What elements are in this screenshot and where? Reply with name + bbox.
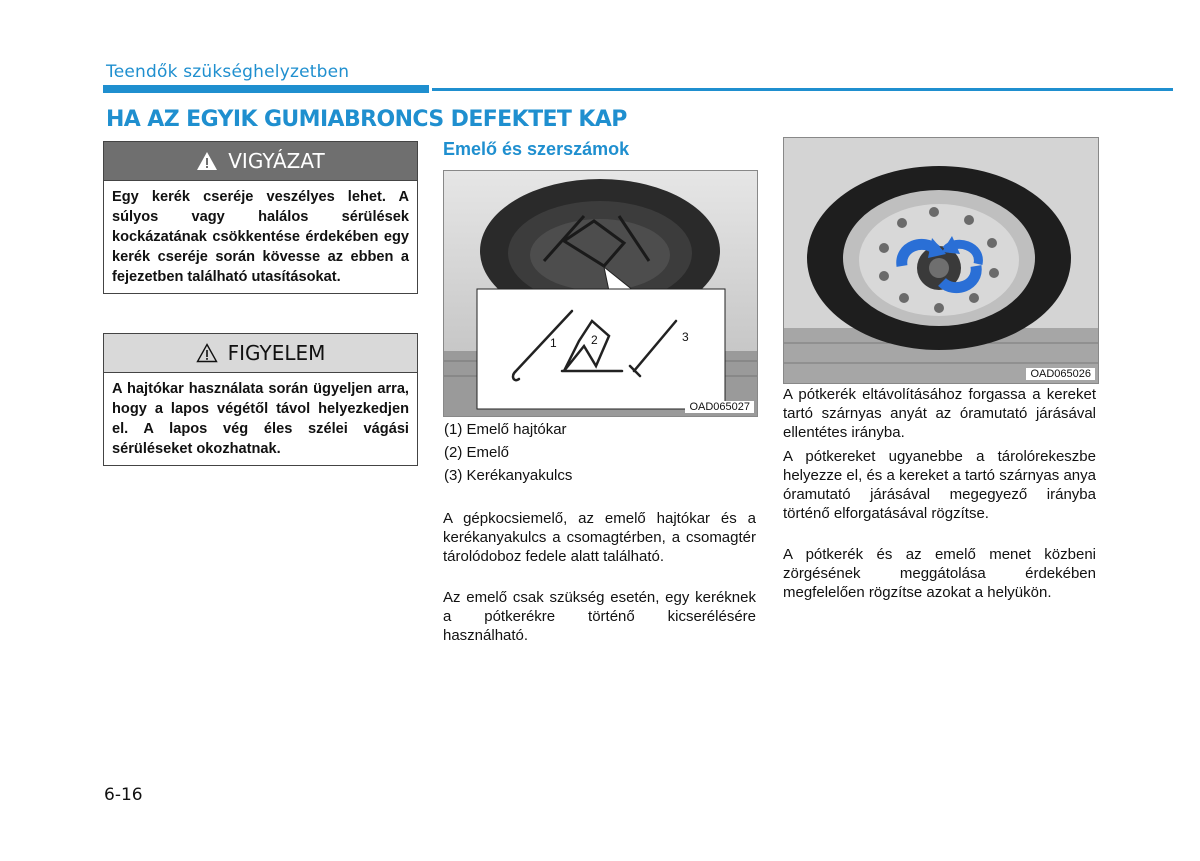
image-code: OAD065026 (1026, 368, 1095, 380)
jack-paragraph-2: Az emelő csak szükség esetén, egy keréknek a pótkerékre történő kicserélésére használható. (443, 589, 756, 644)
warning-text: Egy kerék cseréje veszélyes lehet. A súlyos vagy halálos sérülések kockázatának csökkentése érdekében egy kerék cseréje során kövesse az ebben a fejezetben található utasításokat. (112, 189, 409, 285)
list-item: (2) Emelő (444, 444, 510, 461)
warning-header (104, 142, 417, 181)
callout-2: 2 (591, 333, 598, 347)
jack-section-title: Emelő és szerszámok (443, 139, 630, 159)
image-code: OAD065027 (685, 401, 754, 413)
warning-box (103, 141, 418, 294)
spare-paragraph-3: A pótkerék és az emelő menet közbeni zörgésének meggátolása érdekében megfelelően rögzítse azokat a helyükön. (783, 546, 1096, 601)
page-title: HA AZ EGYIK GUMIABRONCS DEFEKTET KAP (106, 107, 627, 132)
page-number: 6-16 (104, 785, 143, 805)
jack-tools-image (443, 170, 758, 417)
caution-header (104, 334, 417, 373)
section-header-label: Teendők szükséghelyzetben (106, 62, 350, 82)
list-item: (1) Emelő hajtókar (444, 421, 567, 438)
spare-tire-image (783, 137, 1099, 384)
caution-title: FIGYELEM (227, 341, 326, 365)
callout-3: 3 (682, 330, 689, 344)
jack-items-list (444, 418, 572, 487)
warning-title: VIGYÁZAT (228, 149, 325, 173)
spare-tire-illustration (784, 138, 1098, 383)
trunk-jack-illustration (444, 171, 757, 416)
list-item: (3) Kerékanyakulcs (444, 467, 573, 484)
spare-paragraph-2: A pótkereket ugyanebbe a tárolórekeszbe helyezze el, és a kereket a tartó szárnyas anya óramutató járásával megegyező irányba történő elforgatásával rögzítse. (783, 448, 1096, 522)
spare-paragraph-1: A pótkerék eltávolításához forgassa a kereket tartó szárnyas anyát az óramutató járásával ellentétes irányba. (783, 386, 1096, 441)
header-rule-thick (103, 85, 429, 93)
caution-triangle-icon (196, 343, 218, 363)
callout-1: 1 (550, 336, 557, 350)
jack-paragraph-1: A gépkocsiemelő, az emelő hajtókar és a kerékanyakulcs a csomagtérben, a csomagtér tárolódoboz fedele alatt található. (443, 510, 756, 565)
caution-text: A hajtókar használata során ügyeljen arra, hogy a lapos végétől távol helyezkedjen el. A lapos vég éles szélei vágási sérüléseket okozhatnak. (112, 381, 409, 457)
header-rule-thin (432, 88, 1173, 91)
caution-box (103, 333, 418, 466)
warning-triangle-icon (196, 151, 218, 171)
